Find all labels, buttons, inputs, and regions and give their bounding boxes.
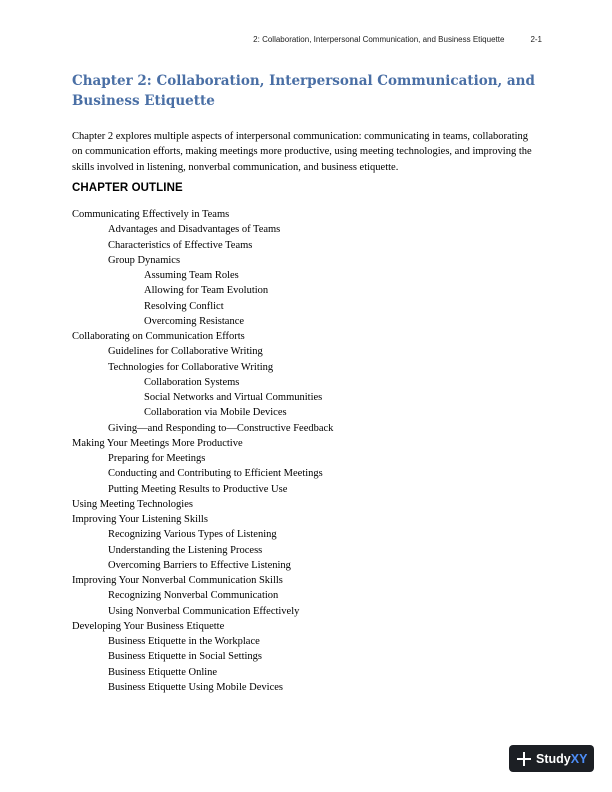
outline-item: Assuming Team Roles bbox=[144, 270, 239, 281]
outline-item: Understanding the Listening Process bbox=[108, 544, 263, 556]
outline-item: Conducting and Contributing to Efficient Meetings bbox=[108, 468, 323, 480]
chapter-outline bbox=[72, 207, 333, 695]
outline-item: Improving Your Nonverbal Communication Skills bbox=[72, 575, 283, 586]
outline-item: Making Your Meetings More Productive bbox=[72, 437, 243, 449]
outline-item: Recognizing Various Types of Listening bbox=[108, 529, 277, 541]
outline-item: Allowing for Team Evolution bbox=[144, 285, 269, 297]
running-header bbox=[253, 35, 542, 44]
outline-item: Guidelines for Collaborative Writing bbox=[108, 346, 263, 358]
running-title: 2: Collaboration, Interpersonal Communication, and Business Etiquette bbox=[253, 35, 505, 44]
outline-item: Collaboration via Mobile Devices bbox=[144, 407, 287, 419]
outline-item: Business Etiquette in the Workplace bbox=[108, 636, 260, 647]
outline-item: Social Networks and Virtual Communities bbox=[144, 392, 323, 403]
outline-item: Giving—and Responding to—Constructive Feedback bbox=[108, 422, 334, 434]
outline-item: Collaborating on Communication Efforts bbox=[72, 331, 245, 342]
outline-item: Recognizing Nonverbal Communication bbox=[108, 590, 279, 602]
outline-item: Group Dynamics bbox=[108, 254, 181, 266]
outline-item: Characteristics of Effective Teams bbox=[108, 239, 253, 251]
page-number: 2-1 bbox=[530, 35, 542, 44]
outline-item: Using Nonverbal Communication Effectively bbox=[108, 605, 300, 617]
outline-item: Preparing for Meetings bbox=[108, 453, 206, 464]
chapter-intro: Chapter 2 explores multiple aspects of interpersonal communication: communicating in teams, collaborating on communication efforts, making meetings more productive, using meeting technologies, and improving the skills involved in listening, nonverbal communication, and business etiquette. bbox=[72, 131, 532, 173]
outline-item: Using Meeting Technologies bbox=[72, 498, 193, 510]
outline-item: Overcoming Resistance bbox=[144, 315, 245, 327]
chapter-title: Chapter 2: Collaboration, Interpersonal Communication, and Business Etiquette bbox=[72, 73, 535, 109]
outline-item: Business Etiquette Online bbox=[108, 666, 218, 678]
outline-item: Business Etiquette Using Mobile Devices bbox=[108, 681, 283, 693]
outline-item: Resolving Conflict bbox=[144, 300, 224, 312]
outline-item: Communicating Effectively in Teams bbox=[72, 209, 230, 220]
outline-item: Developing Your Business Etiquette bbox=[72, 620, 225, 632]
outline-heading: CHAPTER OUTLINE bbox=[72, 182, 183, 194]
outline-item: Collaboration Systems bbox=[144, 376, 240, 388]
plus-icon bbox=[517, 752, 531, 766]
studyxy-logo: StudyXY bbox=[536, 751, 588, 766]
outline-item: Advantages and Disadvantages of Teams bbox=[108, 224, 281, 236]
outline-item: Business Etiquette in Social Settings bbox=[108, 651, 262, 663]
outline-item: Overcoming Barriers to Effective Listening bbox=[108, 559, 291, 571]
outline-item: Putting Meeting Results to Productive Use bbox=[108, 483, 288, 495]
studyxy-badge[interactable] bbox=[509, 745, 594, 772]
outline-item: Improving Your Listening Skills bbox=[72, 514, 208, 525]
outline-item: Technologies for Collaborative Writing bbox=[108, 361, 274, 373]
